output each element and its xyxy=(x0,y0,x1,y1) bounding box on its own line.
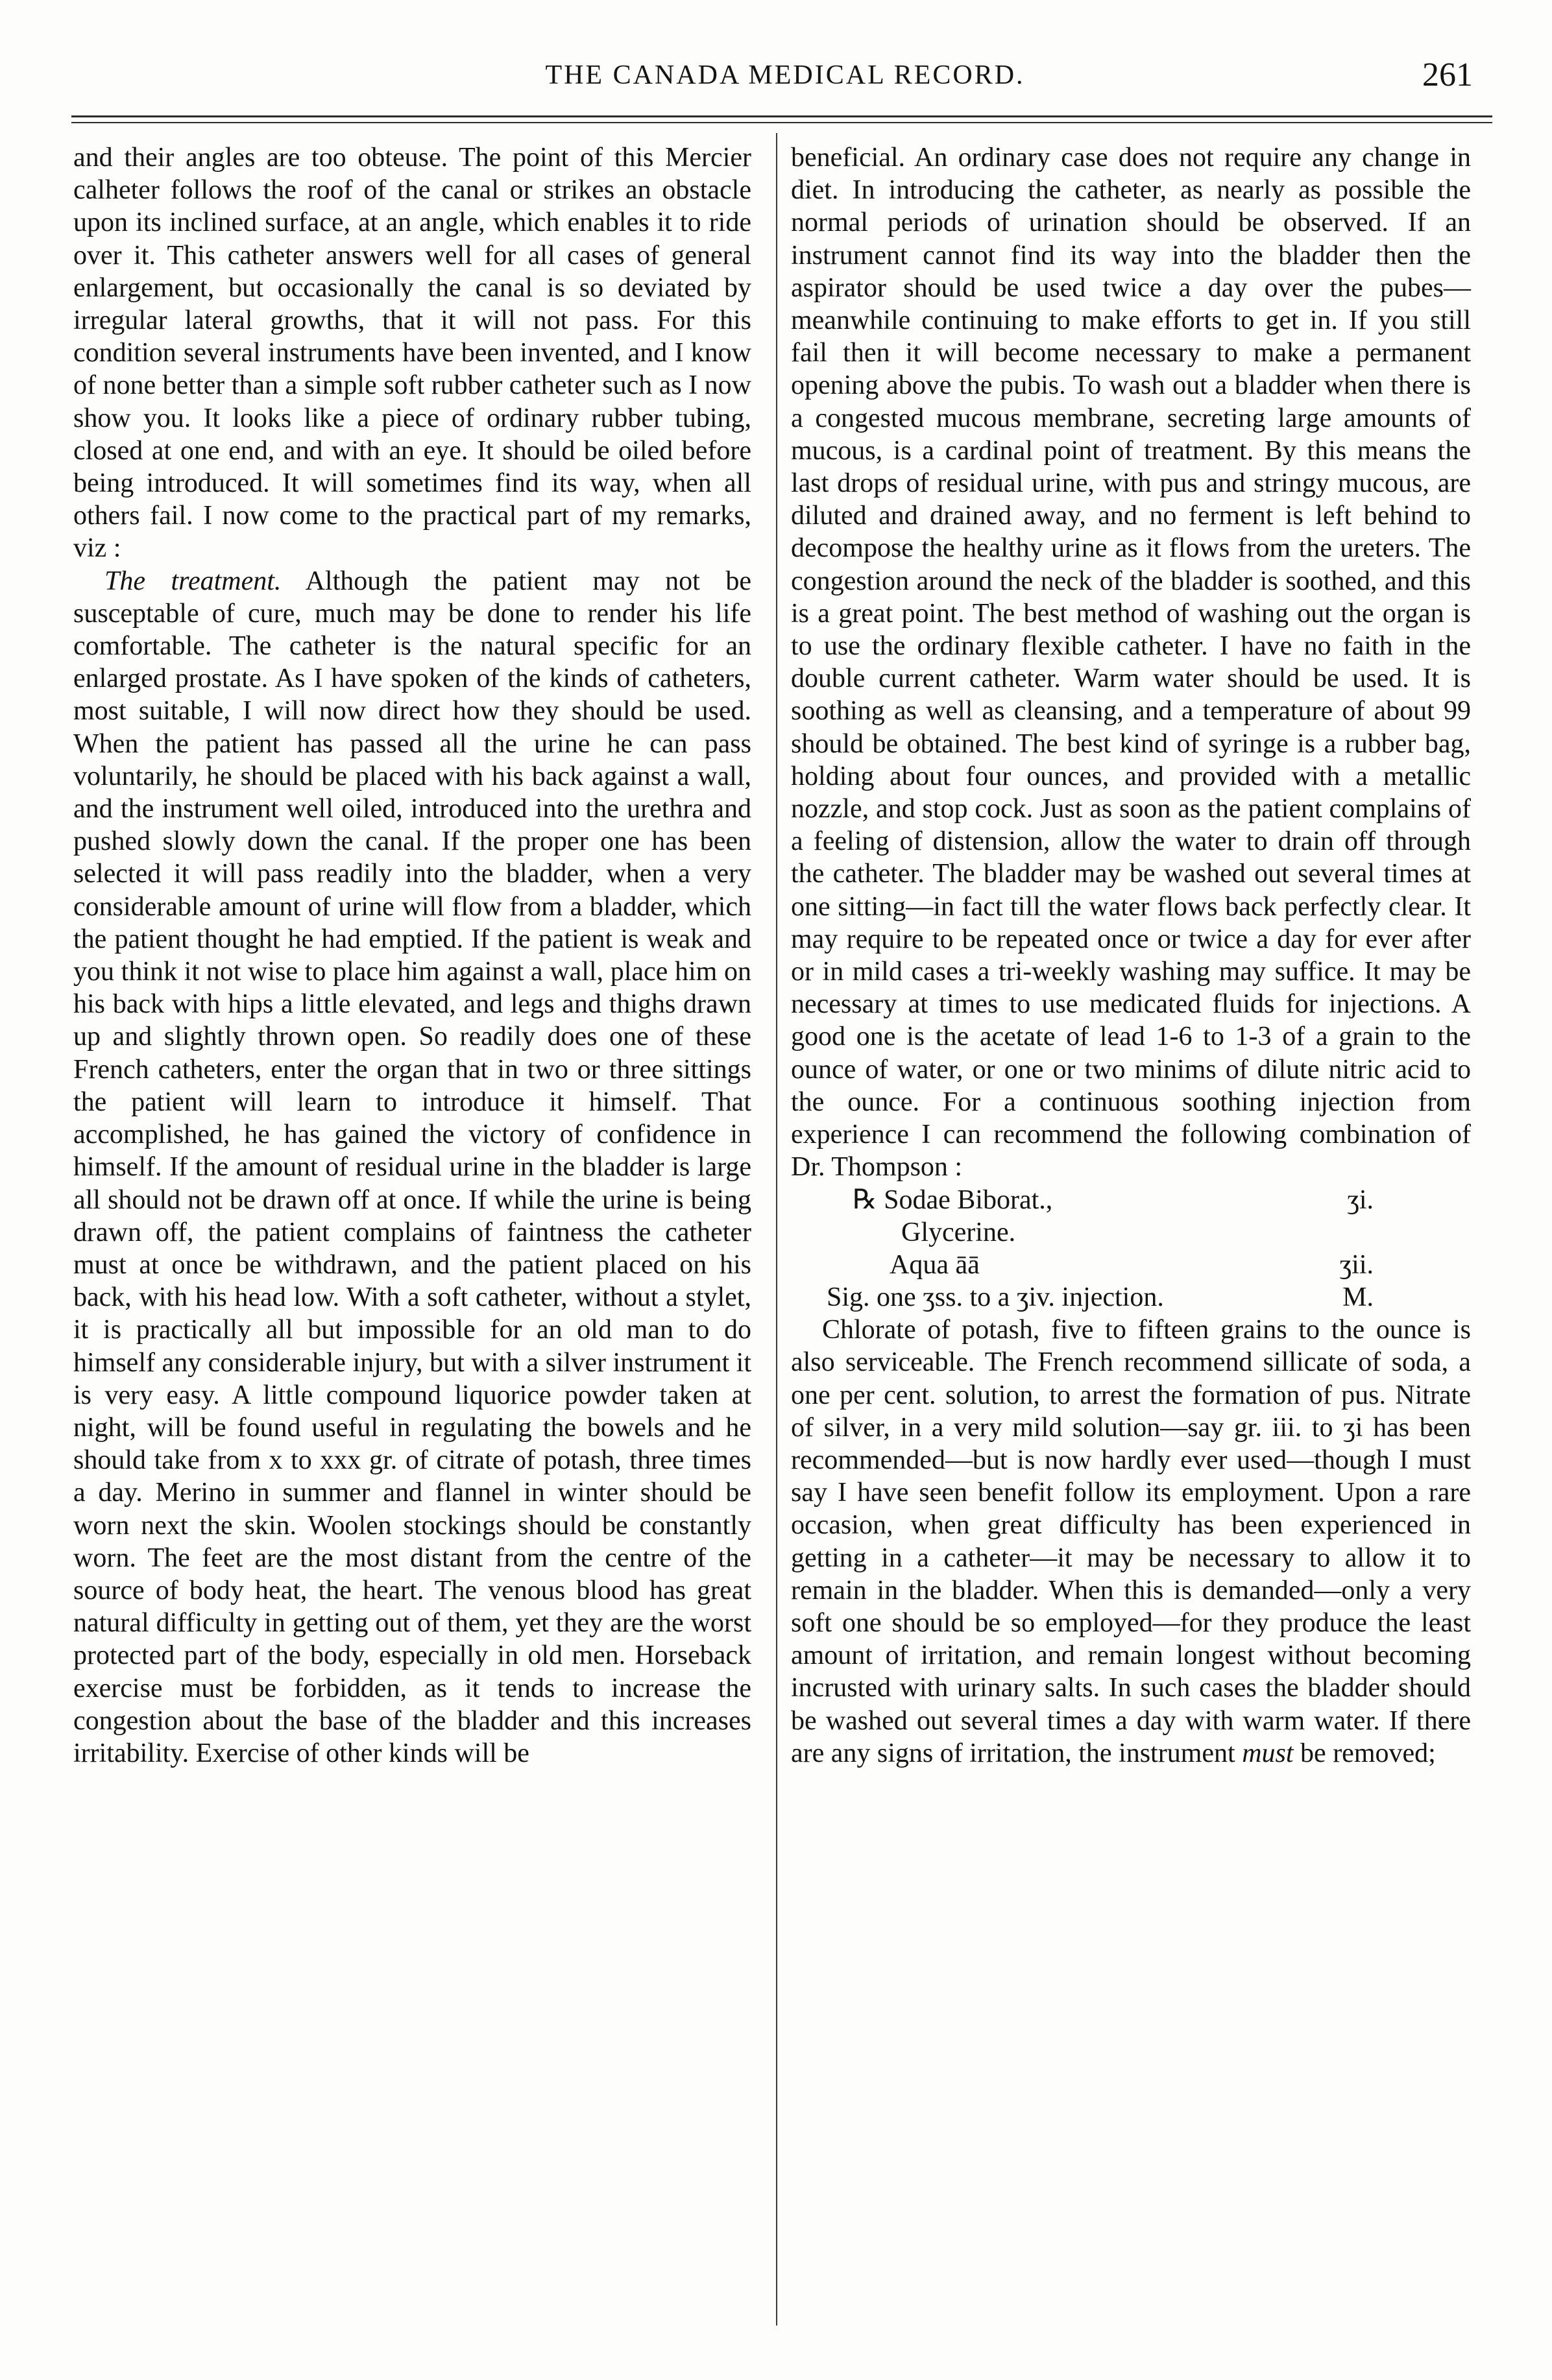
prescription-ingredient: Aqua āā xyxy=(890,1249,980,1280)
prescription-quantity: ʒii. xyxy=(1339,1249,1374,1280)
running-head xyxy=(78,56,1492,99)
right-column xyxy=(791,141,1471,1770)
prescription-signature-line xyxy=(791,1281,1471,1314)
prescription-ingredient: Glycerine. xyxy=(901,1217,1016,1247)
left-paragraph-treatment xyxy=(73,565,751,1770)
prescription-line xyxy=(791,1249,1471,1281)
header-rule-top xyxy=(71,115,1492,117)
treatment-body: Although the patient may not be susceptable of cure, much may be done to render his life comfortable. The catheter is the natural specific for an enlarged prostate. As I have spoken of the kinds of catheters, most suitable, I will now direct how they should be used. When the patient has passed all the urine he can pass voluntarily, he should be placed with his back against a wall, and the instrument well oiled, introduced into the urethra and pushed slowly down the canal. If the proper one has been selected it will pass readily into the bladder, when a very considerable amount of urine will flow from a bladder, which the patient thought he had emptied. If the patient is weak and you think it not wise to place him against a wall, place him on his back with hips a little elevated, and legs and thighs drawn up and slightly thrown open. So readily does one of these French catheters, enter the organ that in two or three sittings the patient will learn to introduce it himself. That accomplished, he has gained the victory of confidence in himself. If the amount of residual urine in the bladder is large all should not be drawn off at once. If while the urine is being drawn off, the patient complains of faintness the catheter must at once be withdrawn, and the patient placed on his back, with his head low. With a soft catheter, without a stylet, it is practically all but impossible for an old man to do himself any considerable injury, but with a silver instrument it is very easy. A little compound liquorice powder taken at night, will be found useful in regulating the bowels and he should take from x to xxx gr. of citrate of potash, three times a day. Merino in summer and flannel in winter should be worn next the skin. Woolen stockings should be constantly worn. The feet are the most distant from the centre of the source of body heat, the heart. The venous blood has great natural difficulty in getting out of them, yet they are the worst protected part of the body, especially in old men. Horseback exercise must be forbidden, as it tends to increase the congestion about the base of the bladder and this increases irritability. Exercise of other kinds will be xyxy=(73,566,751,1768)
page-number: 261 xyxy=(1422,56,1473,93)
treatment-heading: The treatment. xyxy=(104,566,282,596)
right-paragraph-2-body: Chlorate of potash, five to fifteen grains to the ounce is also serviceable. The French recommend sillicate of soda, a one per cent. solution, to arrest the formation of pus. Nitrate of silver, in a very mild solution—say gr. iii. to ʒi has been recommended—but is now hardly ever used—though I must say I have seen benefit follow its employment. Upon a rare occasion, when great difficulty has been experienced in getting in a catheter—it may be necessary to allow it to remain in the bladder. When this is demanded—only a very soft one should be so employed—for they produce the least amount of irritation, and remain longest without becoming incrusted with urinary salts. In such cases the bladder should be washed out several times a day with warm water. If there are any signs of irritation, the instrument xyxy=(791,1315,1471,1768)
emphasis-must: must xyxy=(1242,1738,1294,1768)
prescription-quantity: ʒi. xyxy=(1347,1184,1374,1215)
prescription-instruction: Sig. one ʒss. to a ʒiv. injection. xyxy=(827,1282,1164,1313)
left-paragraph-1: and their angles are too obteuse. The point of this Mercier calheter follows the roof of the canal or strikes an obstacle upon its inclined surface, at an angle, which enables it to ride over it. This catheter answers well for all cases of general enlargement, but occasionally the canal is so deviated by irregular lateral growths, that it will not pass. For this condition several instruments have been invented, and I know of none better than a simple soft rubber catheter such as I now show you. It looks like a piece of ordinary rubber tubing, closed at one end, and with an eye. It should be oiled before being introduced. It will sometimes find its way, when all others fail. I now come to the practical part of my remarks, viz : xyxy=(73,143,751,564)
journal-title: THE CANADA MEDICAL RECORD. xyxy=(545,60,1025,90)
prescription-block xyxy=(791,1184,1471,1314)
prescription-line xyxy=(791,1184,1471,1216)
prescription-misce: M. xyxy=(1342,1282,1374,1313)
right-paragraph-1: beneficial. An ordinary case does not require any change in diet. In introducing the catheter, as nearly as possible the normal periods of urination should be observed. If an instrument cannot find its way into the bladder then the aspirator should be used twice a day over the pubes—meanwhile continuing to make efforts to get in. If you still fail then it will become necessary to make a permanent opening above the pubis. To wash out a bladder when there is a congested mucous membrane, secreting large amounts of mucous, is a cardinal point of treatment. By this means the last drops of residual urine, with pus and stringy mucous, are diluted and drained away, and no ferment is left behind to decompose the healthy urine as it flows from the ureters. The congestion around the neck of the bladder is soothed, and this is a great point. The best method of washing out the organ is to use the ordinary flexible catheter. I have no faith in the double current catheter. Warm water should be used. It is soothing as well as cleansing, and a temperature of about 99 should be obtained. The best kind of syringe is a rubber bag, holding about four ounces, and provided with a metallic nozzle, and stop cock. Just as soon as the patient complains of a feeling of distension, allow the water to drain off through the catheter. The bladder may be washed out several times at one sitting—in fact till the water flows back perfectly clear. It may require to be repeated once or twice a day for ever after or in mild cases a tri-weekly washing may suffice. It may be necessary at times to use medicated fluids for injections. A good one is the acetate of lead 1-6 to 1-3 of a grain to the ounce of water, or one or two minims of dilute nitric acid to the ounce. For a continuous soothing injection from experience I can recommend the following combination of Dr. Thompson : xyxy=(791,143,1471,1183)
right-paragraph-2 xyxy=(791,1314,1471,1770)
prescription-line xyxy=(791,1216,1471,1249)
prescription-ingredient: ℞ Sodae Biborat., xyxy=(853,1184,1053,1215)
right-paragraph-2-end: be removed; xyxy=(1293,1738,1436,1768)
left-column xyxy=(73,141,751,1770)
header-rule-bottom xyxy=(71,122,1492,123)
column-divider xyxy=(776,133,777,2326)
